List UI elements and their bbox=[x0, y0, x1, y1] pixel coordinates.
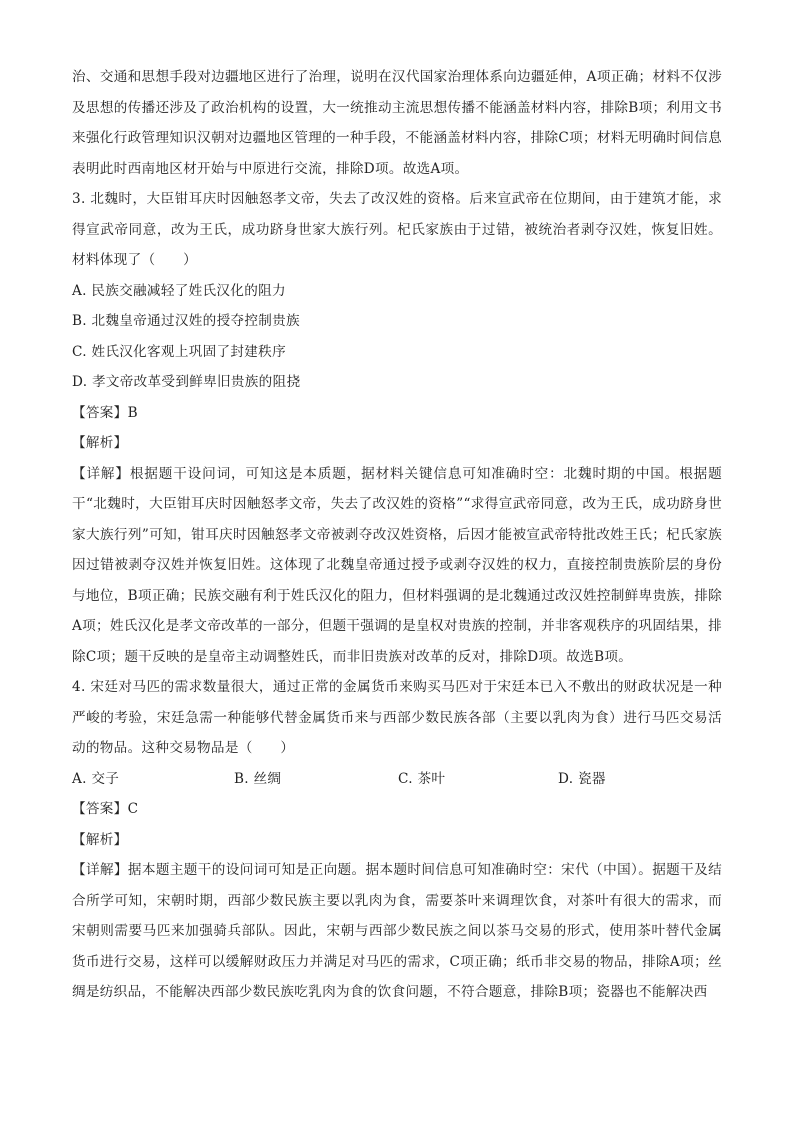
option-a: A. 交子 bbox=[72, 770, 120, 787]
page-content bbox=[72, 62, 722, 1008]
option-c: C. 姓氏汉化客观上巩固了封建秩序 bbox=[72, 343, 286, 360]
analysis-label: 【解析】 bbox=[72, 435, 128, 451]
previous-explanation-tail: 治、交通和思想手段对边疆地区进行了治理，说明在汉代国家治理体系向边疆延伸，A项正确；材料不仅涉及思想的传播还涉及了政治机构的设置，大一统推动主流思想传播不能涵盖材料内容，排除B项；利用文书来强化行政管理知识汉朝对边疆地区管理的一种手段，不能涵盖材料内容，排除C项；材料无明确时间信息表明此时西南地区材开始与中原进行交流，排除D项。故选A项。 bbox=[72, 69, 722, 177]
option-a: A. 民族交融减轻了姓氏汉化的阻力 bbox=[72, 282, 286, 299]
detailed-explanation: 【详解】根据题干设问词，可知这是本质题，据材料关键信息可知准确时空：北魏时期的中国。根据题干“北魏时，大臣钳耳庆时因触怒孝文帝，失去了改汉姓的资格”“求得宣武帝同意，改为王氏，成功跻身世家大族行列”可知，钳耳庆时因触怒孝文帝被剥夺改汉姓资格，后因才能被宣武帝特批改姓王氏；杞氏家族因过错被剥夺汉姓并恢复旧姓。这体现了北魏皇帝通过授予或剥夺汉姓的权力，直接控制贵族阶层的身份与地位，B项正确；民族交融有利于姓氏汉化的阻力，但材料强调的是北魏通过改汉姓控制鲜卑贵族，排除A项；姓氏汉化是孝文帝改革的一部分，但题干强调的是皇权对贵族的控制，并非客观秩序的巩固结果，排除C项；题干反映的是皇帝主动调整姓氏，而非旧贵族对改革的反对，排除D项。故选B项。 bbox=[72, 465, 722, 665]
detailed-explanation: 【详解】据本题主题干的设问词可知是正向题。据本题时间信息可知准确时空：宋代（中国）。据题干及结合所学可知，宋朝时期，西部少数民族主要以乳肉为食，需要茶叶来调理饮食，对茶叶有很大的需求，而宋朝则需要马匹来加强骑兵部队。因此，宋朝与西部少数民族之间以茶马交易的形式，使用茶叶替代金属货币进行交易，这样可以缓解财政压力并满足对马匹的需求，C项正确；纸币非交易的物品，排除A项；丝绸是纺织品，不能解决西部少数民族吃乳肉为食的饮食问题，不符合题意，排除B项；瓷器也不能解决西 bbox=[72, 862, 722, 1000]
analysis-label: 【解析】 bbox=[72, 831, 128, 848]
question-stem: 4. 宋廷对马匹的需求数量很大，通过正常的金属货币来购买马匹对于宋廷本已入不敷出的财政状况是一种严峻的考验，宋廷急需一种能够代替金属货币来与西部少数民族各部（主要以乳肉为食）进行马匹交易活动的物品。这种交易物品是（ ） bbox=[72, 679, 722, 756]
answer-label: 【答案】B bbox=[72, 404, 138, 421]
question-3 bbox=[72, 184, 722, 672]
option-d: D. 瓷器 bbox=[558, 770, 606, 787]
option-b: B. 丝绸 bbox=[234, 770, 282, 787]
option-b: B. 北魏皇帝通过汉姓的授夺控制贵族 bbox=[72, 313, 300, 329]
answer-label: 【答案】C bbox=[72, 801, 139, 817]
option-c: C. 茶叶 bbox=[398, 770, 446, 787]
options-row bbox=[72, 764, 722, 795]
question-stem: 3. 北魏时，大臣钳耳庆时因触怒孝文帝，失去了改汉姓的资格。后来宣武帝在位期间，由于建筑才能，求得宣武帝同意，改为王氏，成功跻身世家大族行列。杞氏家族由于过错，被统治者剥夺汉姓，恢复旧姓。材料体现了（ ） bbox=[72, 191, 722, 268]
option-d: D. 孝文帝改革受到鲜卑旧贵族的阻挠 bbox=[72, 374, 301, 390]
question-4 bbox=[72, 672, 722, 1008]
